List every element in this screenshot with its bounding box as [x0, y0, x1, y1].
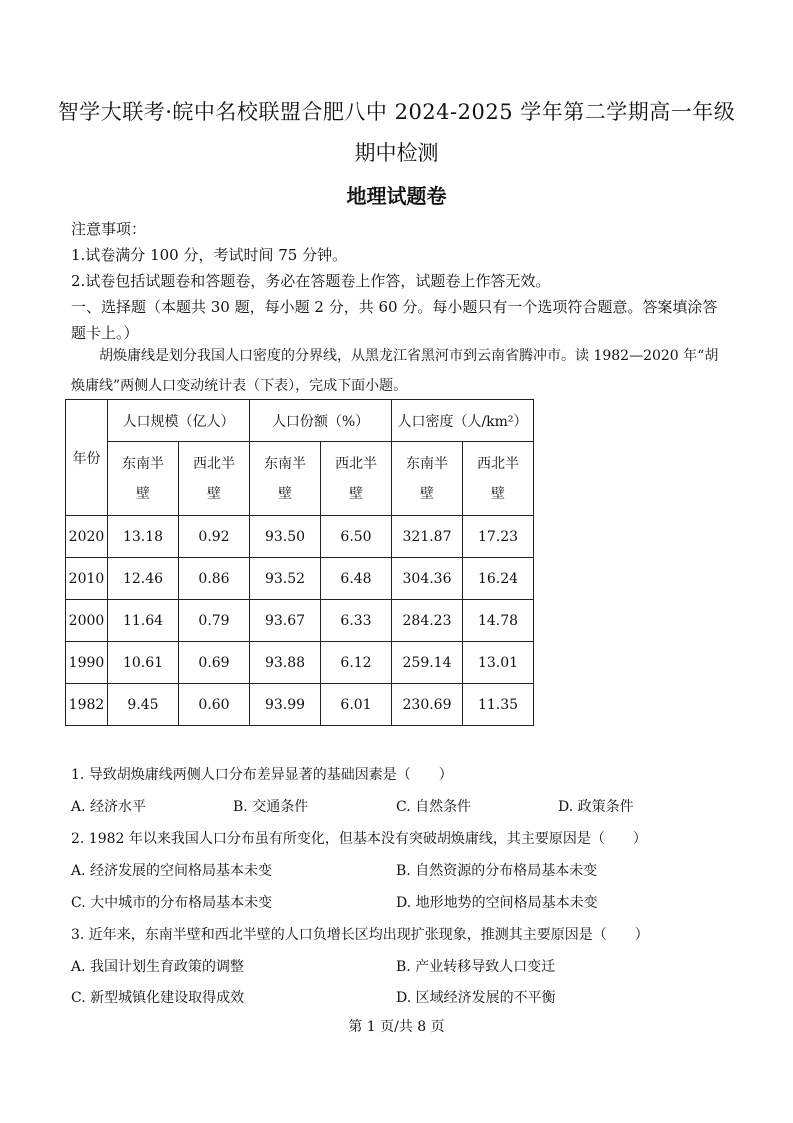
section-heading: 一、选择题（本题共 30 题，每小题 2 分，共 60 分。每小题只有一个选项符合题意。答案填涂答题卡上。） — [71, 298, 718, 342]
table-cell: 9.45 — [108, 684, 179, 726]
table-cell: 0.86 — [179, 558, 250, 600]
notes-item-2: 2.试卷包括试题卷和答题卷，务必在答题卷上作答，试题卷上作答无效。 — [71, 272, 551, 290]
table-cell: 6.48 — [321, 558, 392, 600]
sub-header-northwest: 西北半 壁 — [179, 442, 250, 516]
table-row — [66, 684, 534, 726]
table-cell: 0.79 — [179, 600, 250, 642]
table-cell: 93.67 — [250, 600, 321, 642]
table-cell: 11.35 — [463, 684, 534, 726]
table-row — [66, 558, 534, 600]
question-3-option-c[interactable]: C. 新型城镇化建设取得成效 — [71, 990, 245, 1006]
table-cell: 6.01 — [321, 684, 392, 726]
question-3-option-b[interactable]: B. 产业转移导致人口变迁 — [396, 959, 556, 975]
group-header-density: 人口密度（人/km²） — [392, 400, 534, 442]
subject-title: 地理试题卷 — [346, 184, 447, 208]
exam-title: 智学大联考·皖中名校联盟合肥八中 2024-2025 学年第二学期高一年级 — [57, 100, 736, 124]
year-header: 年份 — [66, 400, 108, 516]
notes-section — [71, 216, 731, 346]
question-1-option-b[interactable]: B. 交通条件 — [233, 799, 309, 815]
table-cell: 11.64 — [108, 600, 179, 642]
question-3-option-d[interactable]: D. 区域经济发展的不平衡 — [396, 990, 556, 1006]
reading-passage: 胡焕庸线是划分我国人口密度的分界线，从黑龙江省黑河市到云南省腾冲市。读 1982—2020 年“胡焕庸线”两侧人口变动统计表（下表），完成下面小题。 — [71, 348, 719, 394]
notes-heading: 注意事项： — [71, 220, 147, 238]
table-cell: 16.24 — [463, 558, 534, 600]
table-cell: 93.50 — [250, 516, 321, 558]
question-1-stem: 1. 导致胡焕庸线两侧人口分布差异显著的基础因素是（ ） — [71, 767, 453, 783]
population-table — [65, 399, 534, 726]
table-cell: 230.69 — [392, 684, 463, 726]
table-cell: 12.46 — [108, 558, 179, 600]
table-cell: 93.99 — [250, 684, 321, 726]
table-cell: 321.87 — [392, 516, 463, 558]
question-1-option-a[interactable]: A. 经济水平 — [71, 799, 147, 815]
table-cell: 13.18 — [108, 516, 179, 558]
table-cell: 93.88 — [250, 642, 321, 684]
question-3-option-a[interactable]: A. 我国计划生育政策的调整 — [71, 959, 245, 975]
question-2-stem: 2. 1982 年以来我国人口分布虽有所变化，但基本没有突破胡焕庸线，其主要原因是（ ） — [71, 831, 647, 847]
table-cell: 6.50 — [321, 516, 392, 558]
table-row — [66, 516, 534, 558]
sub-header-northwest: 西北半 壁 — [463, 442, 534, 516]
table-cell: 2010 — [66, 558, 108, 600]
table-cell: 0.60 — [179, 684, 250, 726]
question-2-option-a[interactable]: A. 经济发展的空间格局基本未变 — [71, 863, 273, 879]
table-cell: 284.23 — [392, 600, 463, 642]
sub-header-northwest: 西北半 壁 — [321, 442, 392, 516]
notes-item-1: 1.试卷满分 100 分，考试时间 75 分钟。 — [71, 246, 348, 264]
table-cell: 17.23 — [463, 516, 534, 558]
table-cell: 14.78 — [463, 600, 534, 642]
table-cell: 0.92 — [179, 516, 250, 558]
question-3-stem: 3. 近年来，东南半壁和西北半壁的人口负增长区均出现扩张现象，推测其主要原因是（ ） — [71, 927, 649, 943]
sub-header-southeast: 东南半 壁 — [108, 442, 179, 516]
table-cell: 2020 — [66, 516, 108, 558]
table-cell: 13.01 — [463, 642, 534, 684]
sub-header-southeast: 东南半 壁 — [392, 442, 463, 516]
table-cell: 259.14 — [392, 642, 463, 684]
question-1-option-d[interactable]: D. 政策条件 — [558, 799, 634, 815]
table-cell: 2000 — [66, 600, 108, 642]
question-2-option-c[interactable]: C. 大中城市的分布格局基本未变 — [71, 895, 273, 911]
table-cell: 1982 — [66, 684, 108, 726]
table-row — [66, 642, 534, 684]
table-cell: 1990 — [66, 642, 108, 684]
table-row — [66, 600, 534, 642]
group-header-share: 人口份额（%） — [250, 400, 392, 442]
group-header-scale: 人口规模（亿人） — [108, 400, 250, 442]
table-cell: 304.36 — [392, 558, 463, 600]
table-cell: 6.33 — [321, 600, 392, 642]
table-cell: 0.69 — [179, 642, 250, 684]
sub-header-southeast: 东南半 壁 — [250, 442, 321, 516]
exam-subtitle: 期中检测 — [354, 141, 439, 165]
question-2-option-d[interactable]: D. 地形地势的空间格局基本未变 — [396, 895, 598, 911]
table-cell: 6.12 — [321, 642, 392, 684]
page-footer: 第 1 页/共 8 页 — [348, 1019, 445, 1035]
question-1-option-c[interactable]: C. 自然条件 — [396, 799, 472, 815]
question-2-option-b[interactable]: B. 自然资源的分布格局基本未变 — [396, 863, 598, 879]
table-cell: 93.52 — [250, 558, 321, 600]
table-cell: 10.61 — [108, 642, 179, 684]
